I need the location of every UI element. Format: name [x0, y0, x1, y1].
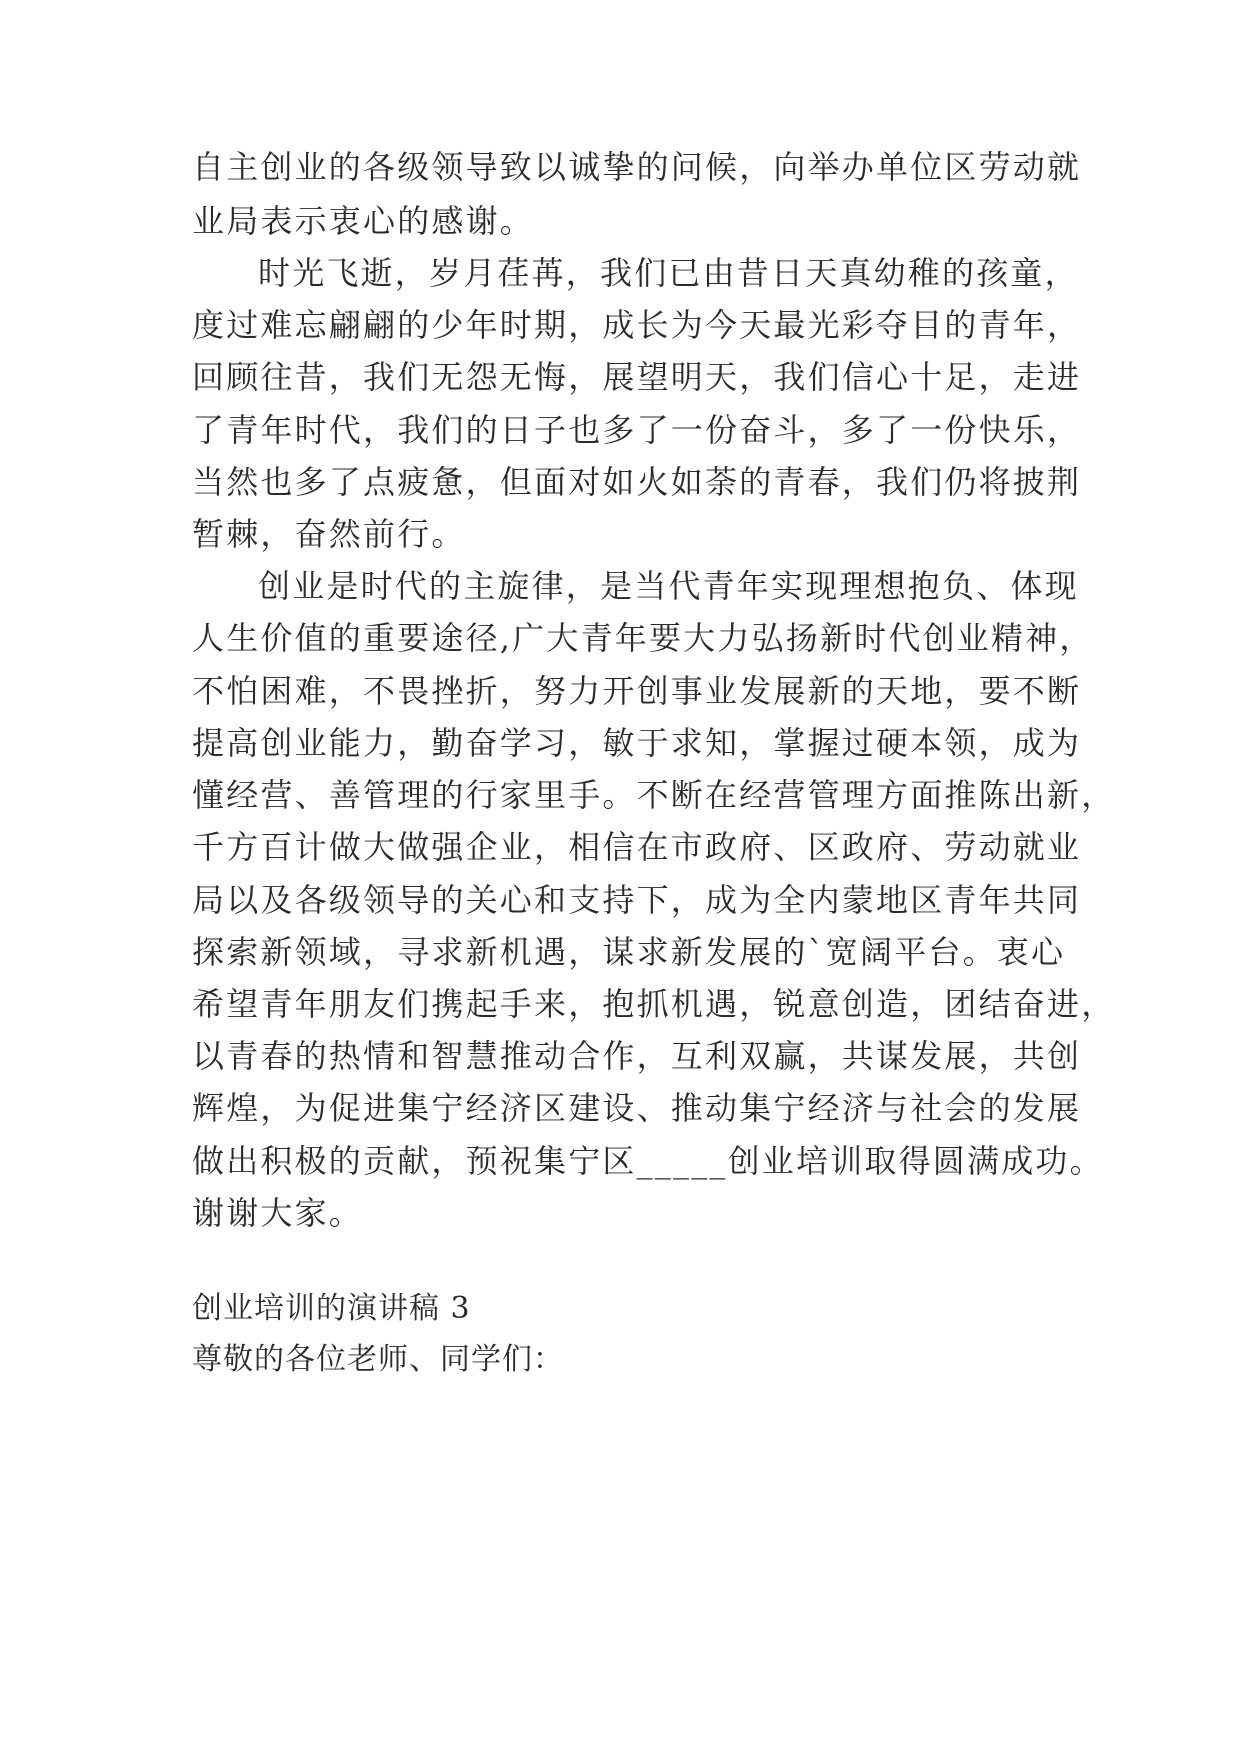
- text-line: 人生价值的重要途径,广大青年要大力弘扬新时代创业精神，: [192, 619, 1094, 657]
- text-line: 做出积极的贡献，预祝集宁区_____创业培训取得圆满成功。: [192, 1142, 1104, 1180]
- text-line: 千方百计做大做强企业，相信在市政府、区政府、劳动就业: [192, 828, 1082, 866]
- text-line: 提高创业能力，勤奋学习，敏于求知，掌握过硬本领，成为: [192, 724, 1082, 762]
- text-line: 辉煌，为促进集宁经济区建设、推动集宁经济与社会的发展: [192, 1089, 1082, 1127]
- text-line: 探索新领域，寻求新机遇，谋求新发展的`宽阔平台。衷心: [192, 933, 1066, 971]
- text-line: 懂经营、善管理的行家里手。不断在经营管理方面推陈出新，: [192, 776, 1116, 814]
- text-line: 希望青年朋友们携起手来，抱抓机遇，锐意创造，团结奋进，: [192, 985, 1116, 1023]
- text-line: 局以及各级领导的关心和支持下，成为全内蒙地区青年共同: [192, 881, 1082, 919]
- text-line: 不怕困难，不畏挫折，努力开创事业发展新的天地，要不断: [192, 672, 1082, 710]
- text-line: 了青年时代，我们的日子也多了一份奋斗，多了一份快乐，: [192, 411, 1082, 449]
- text-line: 业局表示衷心的感谢。: [192, 202, 535, 240]
- text-line: 回顾往昔，我们无怨无悔，展望明天，我们信心十足，走进: [192, 358, 1082, 396]
- text-line: 谢谢大家。: [192, 1194, 364, 1232]
- text-line: 以青春的热情和智慧推动合作，互利双赢，共谋发展，共创: [192, 1037, 1082, 1075]
- paragraph-first-line: 时光飞逝，岁月荏苒，我们已由昔日天真幼稚的孩童，: [258, 254, 1079, 292]
- text-line: 度过难忘翩翩的少年时期，成长为今天最光彩夺目的青年，: [192, 306, 1082, 344]
- text-line: 暂棘，奋然前行。: [192, 515, 466, 553]
- text-line: 自主创业的各级领导致以诚挚的问候，向举办单位区劳动就: [192, 148, 1082, 186]
- text-line: 当然也多了点疲惫，但面对如火如荼的青春，我们仍将披荆: [192, 463, 1082, 501]
- paragraph-first-line: 创业是时代的主旋律，是当代青年实现理想抱负、体现: [258, 567, 1079, 605]
- salutation: 尊敬的各位老师、同学们：: [192, 1342, 564, 1377]
- section-title: 创业培训的演讲稿 3: [192, 1291, 471, 1326]
